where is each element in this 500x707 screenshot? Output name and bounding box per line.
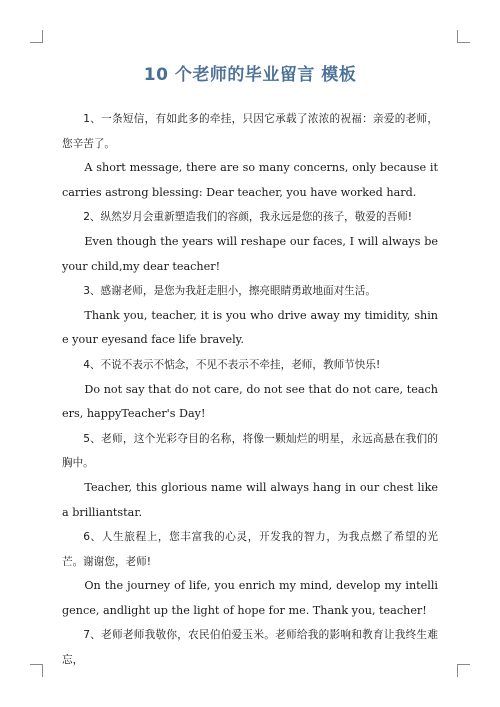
paragraph-4-en: Do not say that do not care, do not see that do not care, teachers, happyTeacher's Day! [62,382,438,421]
crop-mark-bottom-right [457,664,470,677]
paragraph-2-en: Even though the years will reshape our faces, I will always be your child,my dear teacher! [62,234,438,273]
paragraph-3-en: Thank you, teacher, it is you who drive away my timidity, shine your eyesand face life bravely. [62,308,438,347]
paragraph-3-zh: 3、感谢老师，是您为我赶走胆小，擦亮眼睛勇敢地面对生活。 [83,285,376,298]
paragraph-4-zh: 4、不说不表示不惦念，不见不表示不牵挂，老师，教师节快乐! [83,358,381,371]
paragraph-6-zh: 6、人生旅程上，您丰富我的心灵，开发我的智力，为我点燃了希望的光芒。谢谢您，老师! [62,531,438,568]
paragraph-5-en: Teacher, this glorious name will always hang in our chest like a brilliantstar. [62,480,438,519]
document-page [62,60,438,673]
paragraph-1-en: A short message, there are so many concerns, only because it carries astrong blessing: Dear teacher, you have worked hard. [62,161,438,199]
paragraph-6-en: On the journey of life, you enrich my mind, develop my intelligence, andlight up the light of hope for me. Thank you, teacher! [62,579,438,617]
paragraph-7-zh: 7、老师老师我敬你，农民伯伯爱玉米。老师给我的影响和教育让我终生难忘， [62,629,438,667]
document-title: 10 个老师的毕业留言 模板 [143,65,357,85]
crop-mark-top-right [457,30,470,43]
paragraph-2-zh: 2、纵然岁月会重新塑造我们的容颜，我永远是您的孩子，敬爱的吾师! [83,211,412,224]
paragraph-1-zh: 1、一条短信，有如此多的牵挂，只因它承载了浓浓的祝福：亲爱的老师，您辛苦了。 [62,113,438,150]
crop-mark-bottom-left [30,664,43,677]
crop-mark-top-left [30,30,43,43]
paragraph-5-zh: 5、老师，这个光彩夺目的名称，将像一颗灿烂的明星，永远高悬在我们的胸中。 [62,432,438,470]
